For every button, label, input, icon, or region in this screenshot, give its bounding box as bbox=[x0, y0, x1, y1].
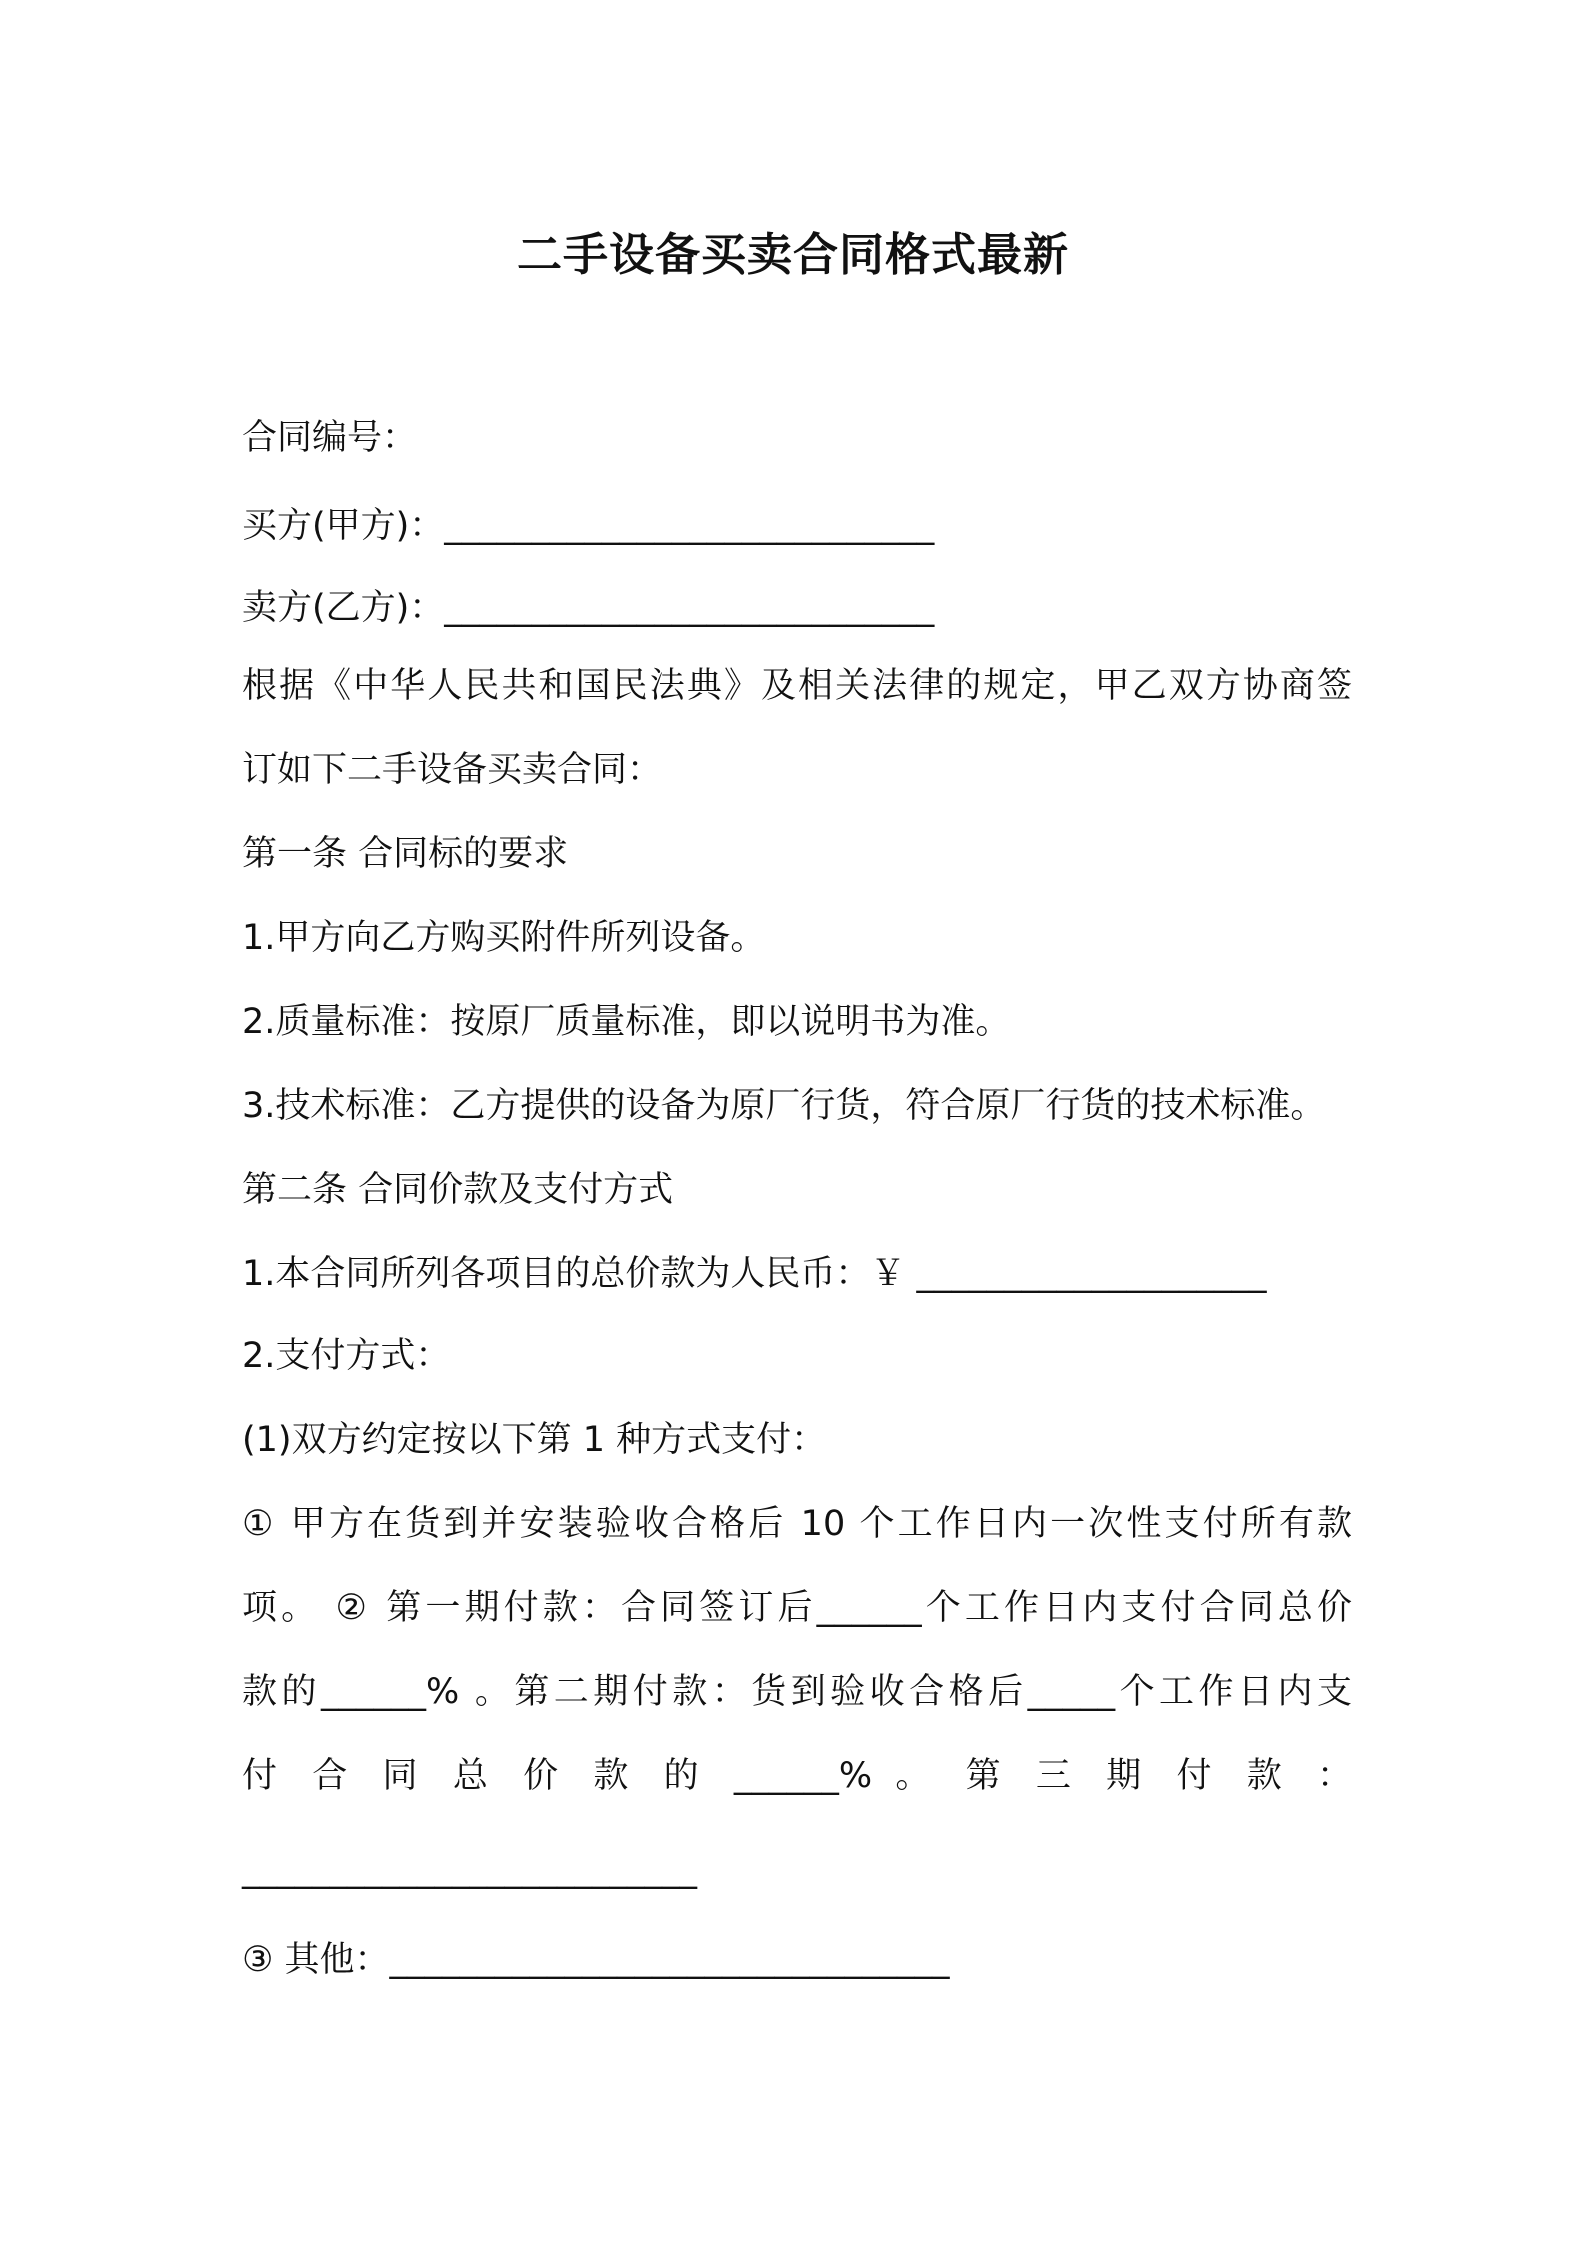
article-2-item-2: 2.支付方式： bbox=[242, 1336, 451, 1376]
payment-method-choice: (1)双方约定按以下第 1 种方式支付： bbox=[242, 1420, 827, 1460]
article-1-item-3: 3.技术标准：乙方提供的设备为原厂行货，符合原厂行货的技术标准。 bbox=[242, 1086, 1326, 1126]
preamble-line-2: 订如下二手设备买卖合同： bbox=[242, 750, 663, 790]
article-2-item-1: 1.本合同所列各项目的总价款为人民币：￥ ____________________ bbox=[242, 1254, 1267, 1294]
third-payment-blank: __________________________ bbox=[242, 1850, 697, 1890]
document-title: 二手设备买卖合同格式最新 bbox=[516, 228, 1069, 281]
payment-option-3-other: ③ 其他：________________________________ bbox=[242, 1940, 950, 1980]
seller-line: 卖方(乙方)：____________________________ bbox=[242, 588, 935, 628]
contract-number-line: 合同编号： bbox=[242, 418, 418, 458]
payment-option-1-line-1: ① 甲方在货到并安装验收合格后 10 个工作日内一次性支付所有款 bbox=[242, 1504, 1352, 1544]
article-1-item-2: 2.质量标准：按原厂质量标准，即以说明书为准。 bbox=[242, 1002, 1011, 1042]
payment-option-2-line-3: 付 合 同 总 价 款 的 ______% 。 第 三 期 付 款 ： bbox=[242, 1756, 1352, 1796]
article-1-item-1: 1.甲方向乙方购买附件所列设备。 bbox=[242, 918, 766, 958]
payment-option-2-line-1: 项。 ② 第一期付款：合同签订后______个工作日内支付合同总价 bbox=[242, 1588, 1352, 1628]
article-1-heading: 第一条 合同标的要求 bbox=[242, 834, 569, 874]
payment-option-2-line-2: 款的______% 。第二期付款：货到验收合格后_____个工作日内支 bbox=[242, 1672, 1352, 1712]
buyer-line: 买方(甲方)：____________________________ bbox=[242, 506, 935, 546]
preamble-line-1: 根据《中华人民共和国民法典》及相关法律的规定，甲乙双方协商签 bbox=[242, 666, 1352, 706]
article-2-heading: 第二条 合同价款及支付方式 bbox=[242, 1170, 674, 1210]
